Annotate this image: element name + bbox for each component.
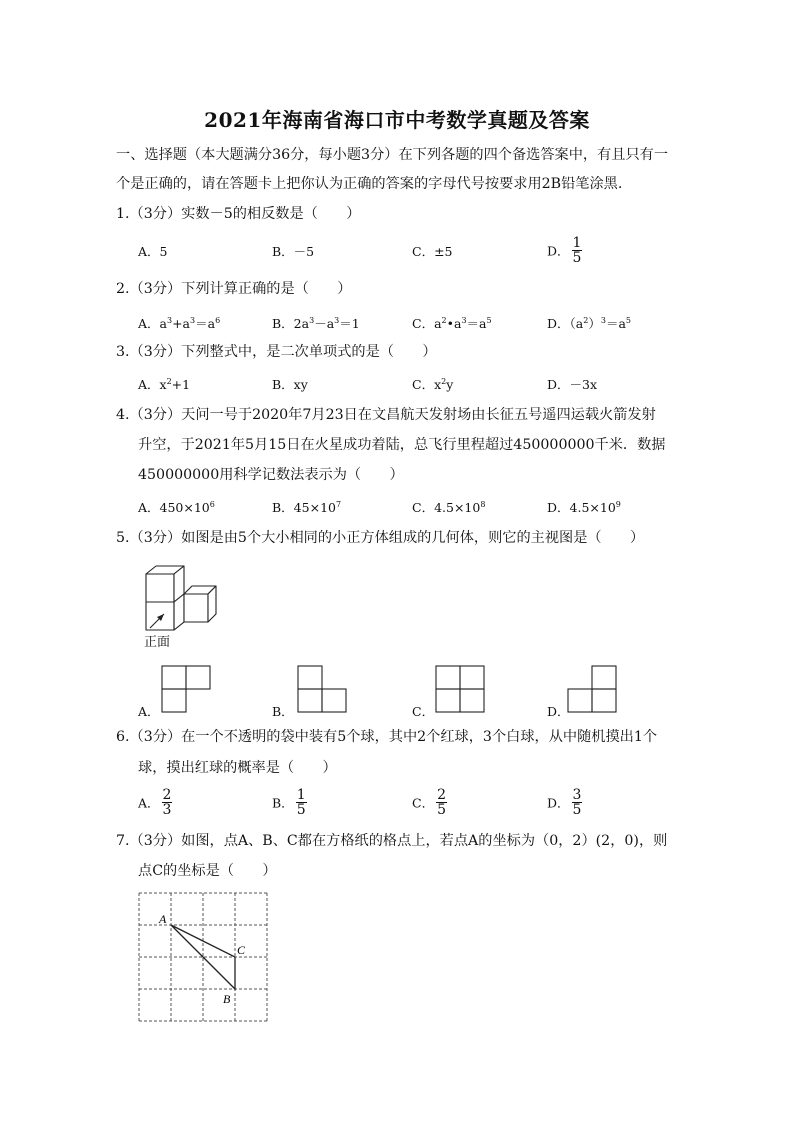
q1-option-d — [547, 236, 582, 265]
exponent: 8 — [480, 500, 486, 509]
question-6-line-1: 6.（3分）在一个不透明的袋中装有5个球，其中2个红球，3个白球，从中随机摸出1个 — [116, 729, 658, 745]
question-4-line-1: 4.（3分）天问一号于2020年7月23日在文昌航天发射场由长征五号遥四运载火箭发射 — [116, 407, 656, 423]
section-intro-line-2: 个是正确的，请在答题卡上把你认为正确的答案的字母代号按要求用2B铅笔涂黑. — [116, 176, 623, 192]
option-fraction — [572, 788, 583, 817]
fraction-denominator: 3 — [162, 802, 172, 818]
exponent: 5 — [486, 316, 492, 325]
q6-option-d — [547, 788, 582, 817]
expr-part: ＝1 — [339, 316, 360, 331]
exponent: 3 — [166, 316, 173, 325]
q6-option-a — [138, 788, 172, 817]
q5-option-d-view — [566, 664, 618, 714]
option-label: A． — [138, 795, 160, 811]
q5-option-b-view — [296, 664, 348, 714]
cube — [184, 594, 208, 622]
exponent: 3 — [309, 316, 315, 325]
exponent: 5 — [625, 316, 631, 325]
question-7-line-1: 7.（3分）如图，点A、B、C都在方格纸的格点上，若点A的坐标为（0，2）(2，0)，则 — [116, 833, 668, 849]
expr-part: A．x — [138, 377, 167, 392]
expr-part: B．45×10 — [272, 500, 336, 515]
expr-part: +a — [172, 316, 191, 331]
expr-part: ＝a — [605, 316, 626, 331]
q1-option-a: A．5 — [138, 244, 168, 259]
exponent: 9 — [615, 500, 621, 509]
q7-grid-figure — [139, 893, 271, 1023]
q5-option-a: A． — [138, 704, 160, 719]
expr-part: C．x — [412, 377, 442, 392]
point-a-label: A — [159, 912, 167, 926]
q2-option-c — [412, 314, 492, 332]
page-title: 2021年海南省海口市中考数学真题及答案 — [204, 108, 590, 132]
question-6-line-2: 球，摸出红球的概率是（ ） — [138, 760, 337, 776]
point-c-label: C — [237, 943, 246, 957]
question-3-stem: 3.（3分）下列整式中，是二次单项式的是（ ） — [116, 344, 437, 360]
expr-part: A．a — [138, 316, 167, 331]
question-4-line-3: 450000000用科学记数法表示为（ ） — [138, 467, 404, 483]
exponent: 2 — [583, 316, 589, 325]
q5-option-a-view — [160, 664, 212, 714]
option-fraction — [162, 788, 173, 817]
q5-option-c-view — [434, 664, 486, 714]
fraction-numerator: 3 — [572, 787, 582, 803]
option-label: C． — [412, 795, 435, 811]
q1-option-d-label: D． — [547, 243, 570, 259]
q5-option-c: C． — [412, 704, 435, 719]
q5-option-d: D． — [547, 704, 570, 719]
q5-option-b: B． — [272, 704, 294, 719]
question-5-stem: 5.（3分）如图是由5个大小相同的小正方体组成的几何体，则它的主视图是（ ） — [116, 530, 645, 546]
expr-part: ＝a — [466, 316, 487, 331]
expr-part: D．4.5×10 — [547, 500, 616, 515]
expr-part: D．（a — [547, 316, 584, 331]
expr-part: A．450×10 — [138, 500, 210, 515]
expr-part: •a — [446, 316, 462, 331]
option-fraction — [436, 788, 447, 817]
q2-option-d — [547, 314, 631, 332]
fraction-numerator: 2 — [437, 787, 446, 803]
q3-option-c — [412, 375, 453, 393]
exponent: 2 — [441, 377, 447, 386]
expr-part: B．2a — [272, 316, 310, 331]
fraction-denominator: 5 — [437, 802, 446, 818]
expr-part: C．4.5×10 — [412, 500, 481, 515]
q6-option-b — [272, 788, 307, 817]
fraction-numerator: 1 — [572, 235, 582, 251]
q4-option-b — [272, 498, 341, 516]
q2-option-b — [272, 314, 360, 332]
fraction-numerator: 1 — [296, 787, 306, 803]
option-label: D． — [547, 795, 570, 811]
expr-part: ＝a — [195, 316, 216, 331]
q2-option-a — [138, 314, 220, 332]
expr-part: +1 — [171, 377, 191, 392]
question-7-line-2: 点C的坐标是（ ） — [138, 863, 277, 879]
q1-option-d-fraction — [572, 236, 583, 265]
fraction-denominator: 5 — [572, 802, 582, 818]
exponent: 2 — [166, 377, 172, 386]
exponent: 3 — [600, 316, 606, 325]
expr-part: ） — [588, 316, 601, 331]
question-1-stem: 1.（3分）实数－5的相反数是（ ） — [116, 206, 361, 222]
exponent: 3 — [190, 316, 196, 325]
front-view-label: 正面 — [144, 635, 171, 650]
point-b-label: B — [223, 992, 231, 1006]
fraction-denominator: 5 — [296, 802, 306, 818]
fraction-numerator: 2 — [162, 787, 172, 803]
q3-option-a — [138, 375, 190, 393]
expr-part: y — [446, 377, 454, 392]
exponent: 7 — [335, 500, 342, 509]
exponent: 6 — [215, 316, 221, 325]
cube — [146, 574, 174, 602]
exponent: 6 — [209, 500, 215, 509]
option-label: B． — [272, 795, 294, 811]
exponent: 3 — [334, 316, 340, 325]
fraction-denominator: 5 — [572, 250, 582, 266]
q3-option-d: D．－3x — [547, 377, 598, 392]
section-intro-line-1: 一、选择题（本大题满分36分，每小题3分）在下列各题的四个备选答案中，有且只有一 — [116, 147, 669, 163]
question-4-line-2: 升空，于2021年5月15日在火星成功着陆，总飞行里程超过450000000千米．数据 — [138, 437, 666, 453]
expr-part: －a — [314, 316, 335, 331]
exponent: 3 — [461, 316, 467, 325]
q1-option-c: C．±5 — [412, 244, 453, 259]
q4-option-a — [138, 498, 215, 516]
q4-option-c — [412, 498, 485, 516]
q6-option-c — [412, 788, 447, 817]
question-2-stem: 2.（3分）下列计算正确的是（ ） — [116, 281, 352, 297]
q3-option-b: B．xy — [272, 377, 308, 392]
q4-option-d — [547, 498, 621, 516]
q1-option-b: B．－5 — [272, 244, 315, 259]
expr-part: C．a — [412, 316, 442, 331]
exponent: 2 — [441, 316, 447, 325]
option-fraction — [296, 788, 307, 817]
